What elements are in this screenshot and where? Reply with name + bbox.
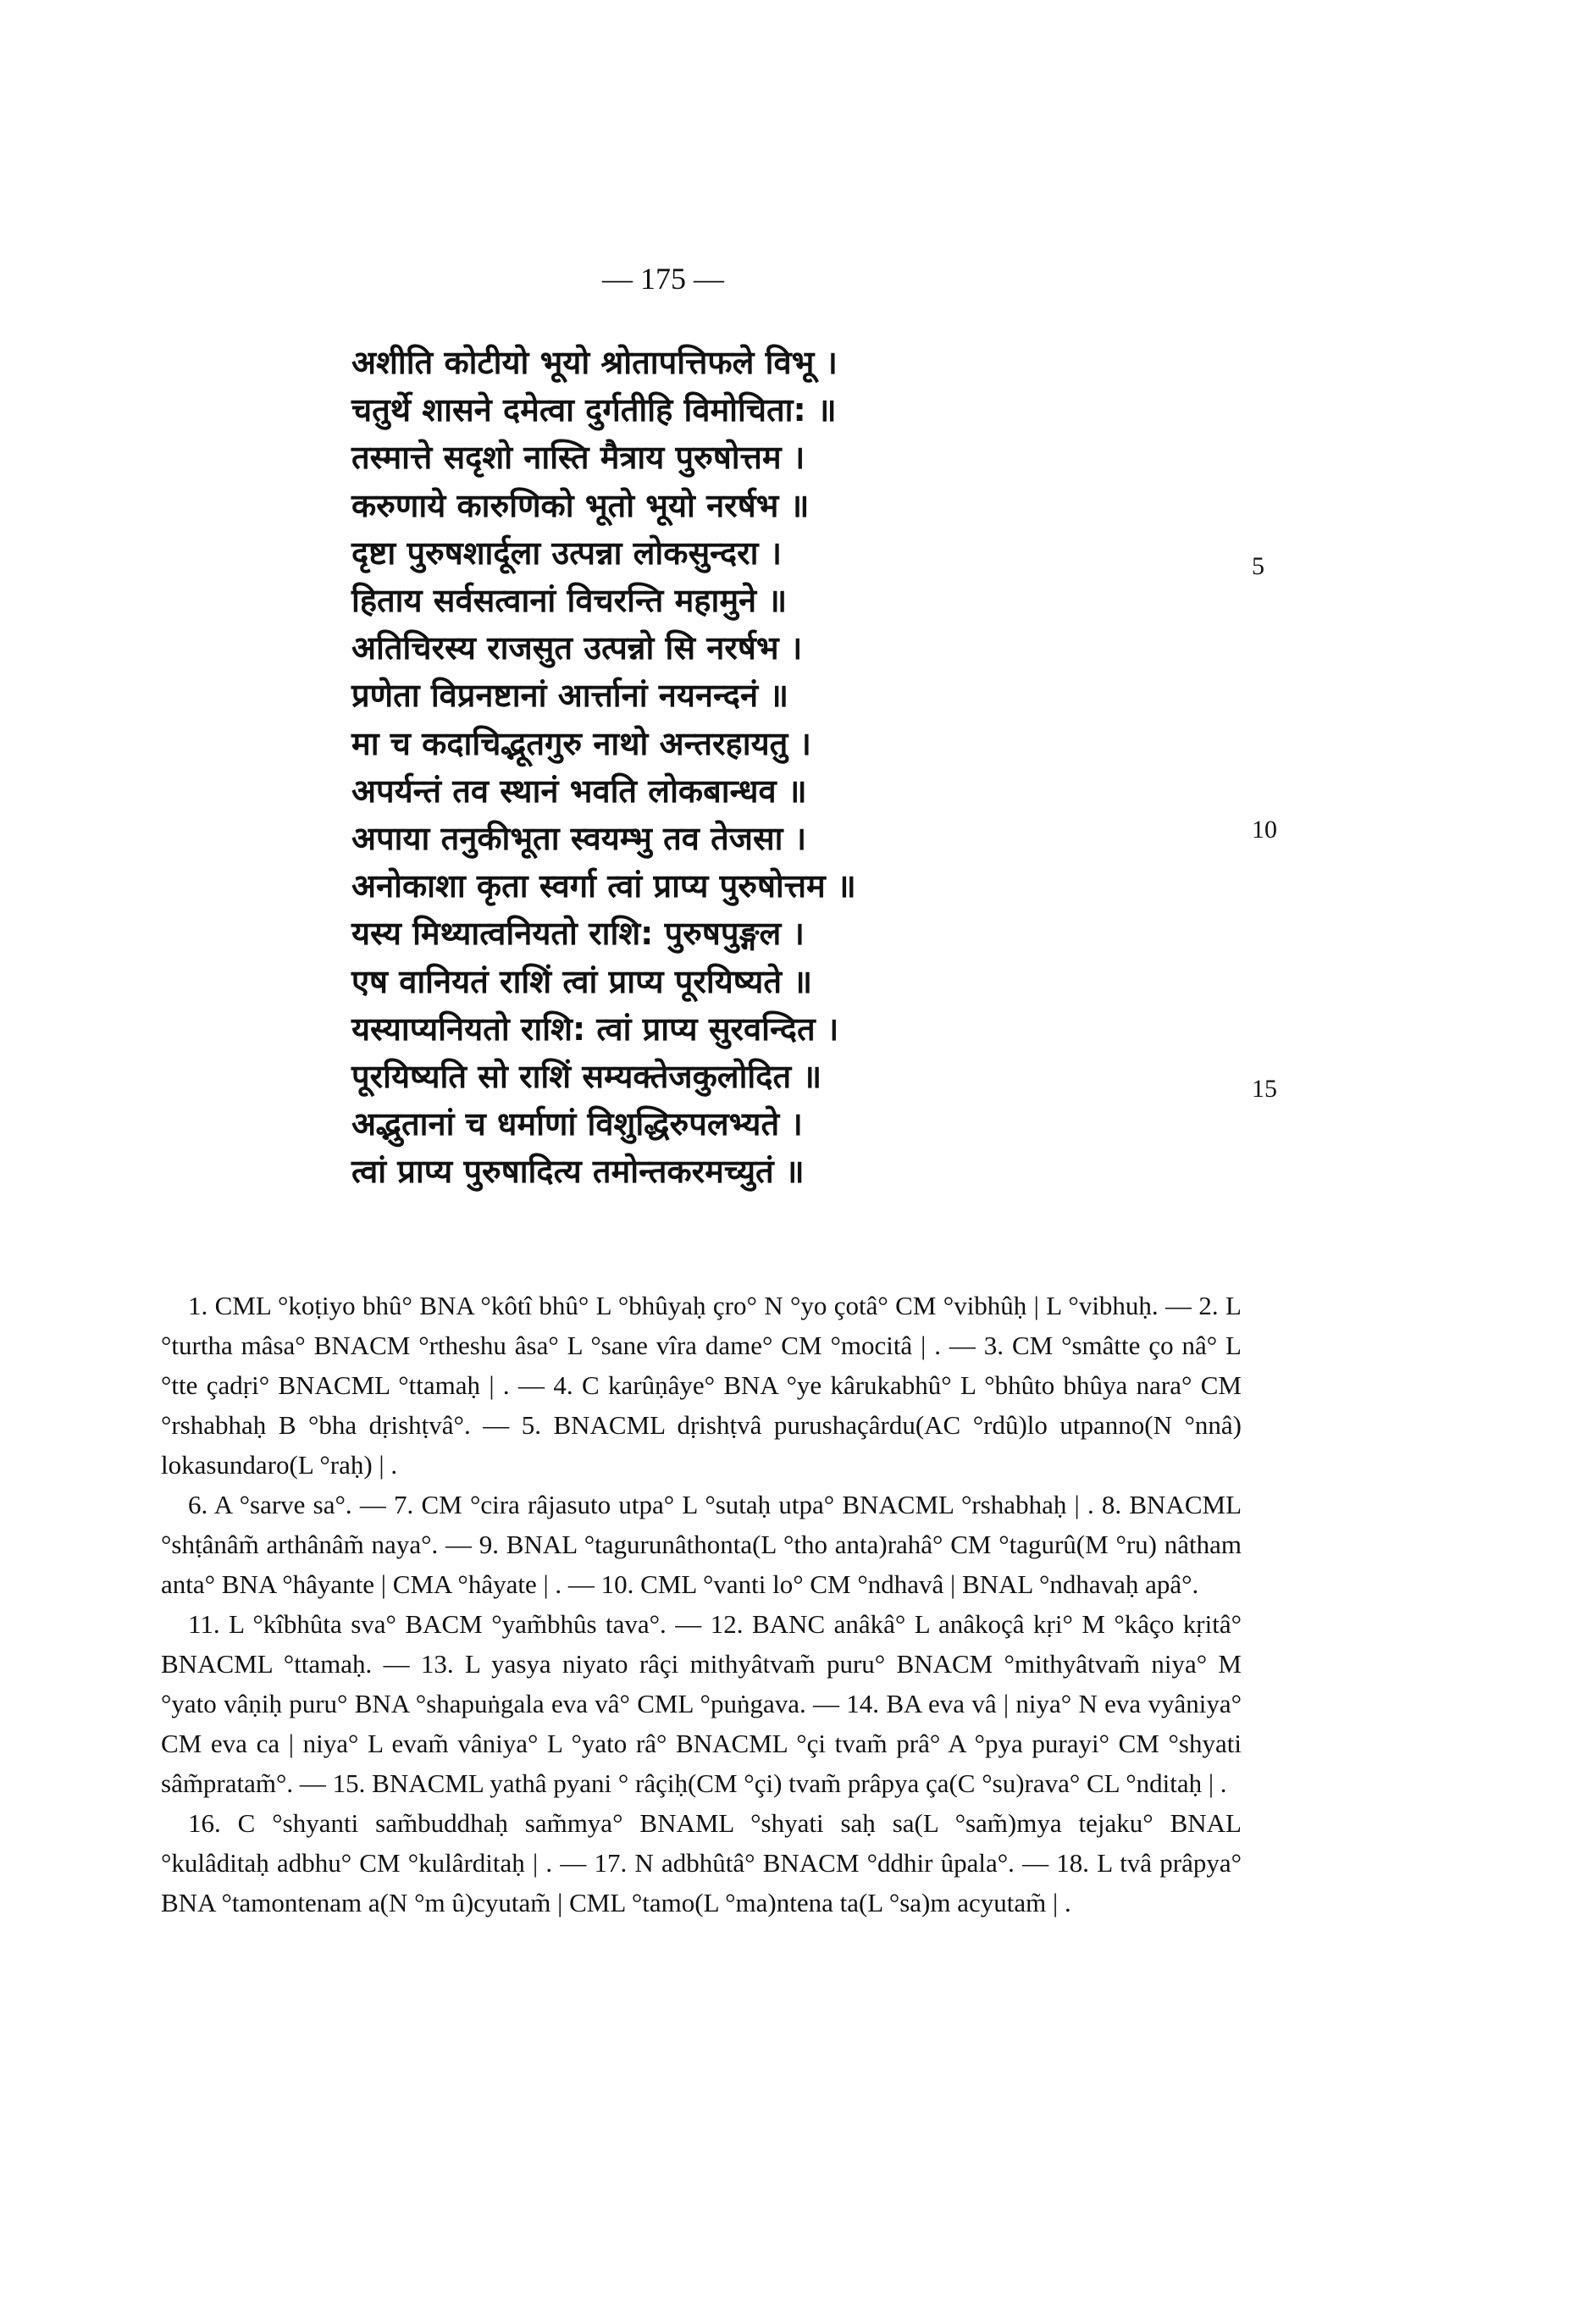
verse-line: तस्मात्ते सदृशो नास्ति मैत्राय पुरुषोत्तम । [351,439,805,477]
verse-line: मा च कदाचिद्भूतगुरु नाथो अन्तरहायतु । [351,724,811,762]
verse-line: अनोकाशा कृता स्वर्गा त्वां प्राप्य पुरुषोत्तम ॥ [351,867,856,905]
verse-line: दृष्टा पुरुषशार्दूला उत्पन्ना लोकसुन्दरा । [351,534,783,572]
verse-line: अतिचिरस्य राजसुत उत्पन्नो सि नरर्षभ । [351,629,803,667]
verse-line: त्वां प्राप्य पुरुषादित्य तमोन्तकरमच्युतं ॥ [351,1153,805,1191]
verse-line: अशीति कोटीयो भूयो श्रोतापत्तिफले विभू । [351,344,838,381]
page-number: — 175 — [602,262,724,296]
verse-line: अपाया तनुकीभूता स्वयम्भु तव तेजसा । [351,820,807,858]
verse-line: अपर्यन्तं तव स्थानं भवति लोकबान्धव ॥ [351,772,807,810]
line-number: 15 [1252,1075,1277,1103]
footnote-paragraph: 11. L °kîbhûta sva° BACM °yam̃bhûs tava°. — 12. BANC anâkâ° L anâkoçâ kṛi° M °kâço kṛitâ° BNACML °ttamaḥ. — 13. L yasya niyato râçi mithyâtvam̃ puru° BNACM °mithyâtvam̃ niya° M °yato vâṇiḥ puru° BNA °shapuṅgala eva vâ° CML °puṅgava. — 14. BA eva vâ | niya° N eva vyâniya° CM eva ca | niya° L evam̃ vâniya° L °yato râ° BNACML °çi tvam̃ prâ° A °pya purayi° CM °shyati sâm̃pratam̃°. — 15. BNACML yathâ pyani ° râçiḥ(CM °çi) tvam̃ prâpya ça(C °su)rava° CL °nditaḥ | . [161,1609,1242,1798]
verse-line: हिताय सर्वसत्वानां विचरन्ति महामुने ॥ [351,582,788,620]
verse-line: पूरयिष्यति सो राशिं सम्यक्तेजकुलोदित ॥ [351,1058,822,1096]
footnote-paragraph: 16. C °shyanti sam̃buddhaḥ sam̃mya° BNAML °shyati saḥ sa(L °sam̃)mya tejaku° BNAL °kulâditaḥ adbhu° CM °kulârditaḥ | . — 17. N adbhûtâ° BNACM °ddhir ûpala°. — 18. L tvâ prâpya° BNA °tamontenam a(N °m û)cyutam̃ | CML °tamo(L °ma)ntena ta(L °sa)m acyutam̃ | . [161,1808,1242,1917]
footnote-paragraph: 1. CML °koṭiyo bhû° BNA °kôtî bhû° L °bhûyaḥ çro° N °yo çotâ° CM °vibhûḥ | L °vibhuḥ. — 2. L °turtha mâsa° BNACM °rtheshu âsa° L °sane vîra dame° CM °mocitâ | . — 3. CM °smâtte ço nâ° L °tte çadṛi° BNACML °ttamaḥ | . — 4. C karûṇâye° BNA °ye kârukabhû° L °bhûto bhûya nara° CM °rshabhaḥ B °bha dṛishṭvâ°. — 5. BNACML dṛishṭvâ purushaçârdu(AC °rdû)lo utpanno(N °nnâ) lokasundaro(L °raḥ) | . [161,1291,1242,1480]
verse-line: चतुर्थे शासने दमेत्वा दुर्गतीहि विमोचिता: ॥ [351,391,837,429]
verse-line: एष वानियतं राशिं त्वां प्राप्य पूरयिष्यते ॥ [351,962,812,1000]
verse-line: करुणाये कारुणिको भूतो भूयो नरर्षभ ॥ [351,486,810,524]
verse-line: अद्भुतानां च धर्माणां विशुद्धिरुपलभ्यते । [351,1105,803,1143]
verse-line: प्रणेता विप्रनष्टानां आर्त्तानां नयनन्दनं ॥ [351,677,789,715]
verse-block [351,339,1241,1196]
line-number: 5 [1252,552,1264,580]
verse-line: यस्याप्यनियतो राशि: त्वां प्राप्य सुरवन्दित । [351,1010,839,1048]
footnote-paragraph: 6. A °sarve sa°. — 7. CM °cira râjasuto utpa° L °sutaḥ utpa° BNACML °rshabhaḥ | . 8. BNACML °shṭânâm̃ arthânâm̃ naya°. — 9. BNAL °tagurunâthonta(L °tho anta)rahâ° CM °tagurû(M °ru) nâtham anta° BNA °hâyante | CMA °hâyate | . — 10. CML °vanti lo° CM °ndhavâ | BNAL °ndhavaḥ apâ°. [161,1490,1242,1599]
critical-apparatus [161,1286,1242,1923]
verse-line: यस्य मिथ्यात्वनियतो राशि: पुरुषपुङ्गल । [351,915,805,953]
line-number: 10 [1252,816,1277,844]
